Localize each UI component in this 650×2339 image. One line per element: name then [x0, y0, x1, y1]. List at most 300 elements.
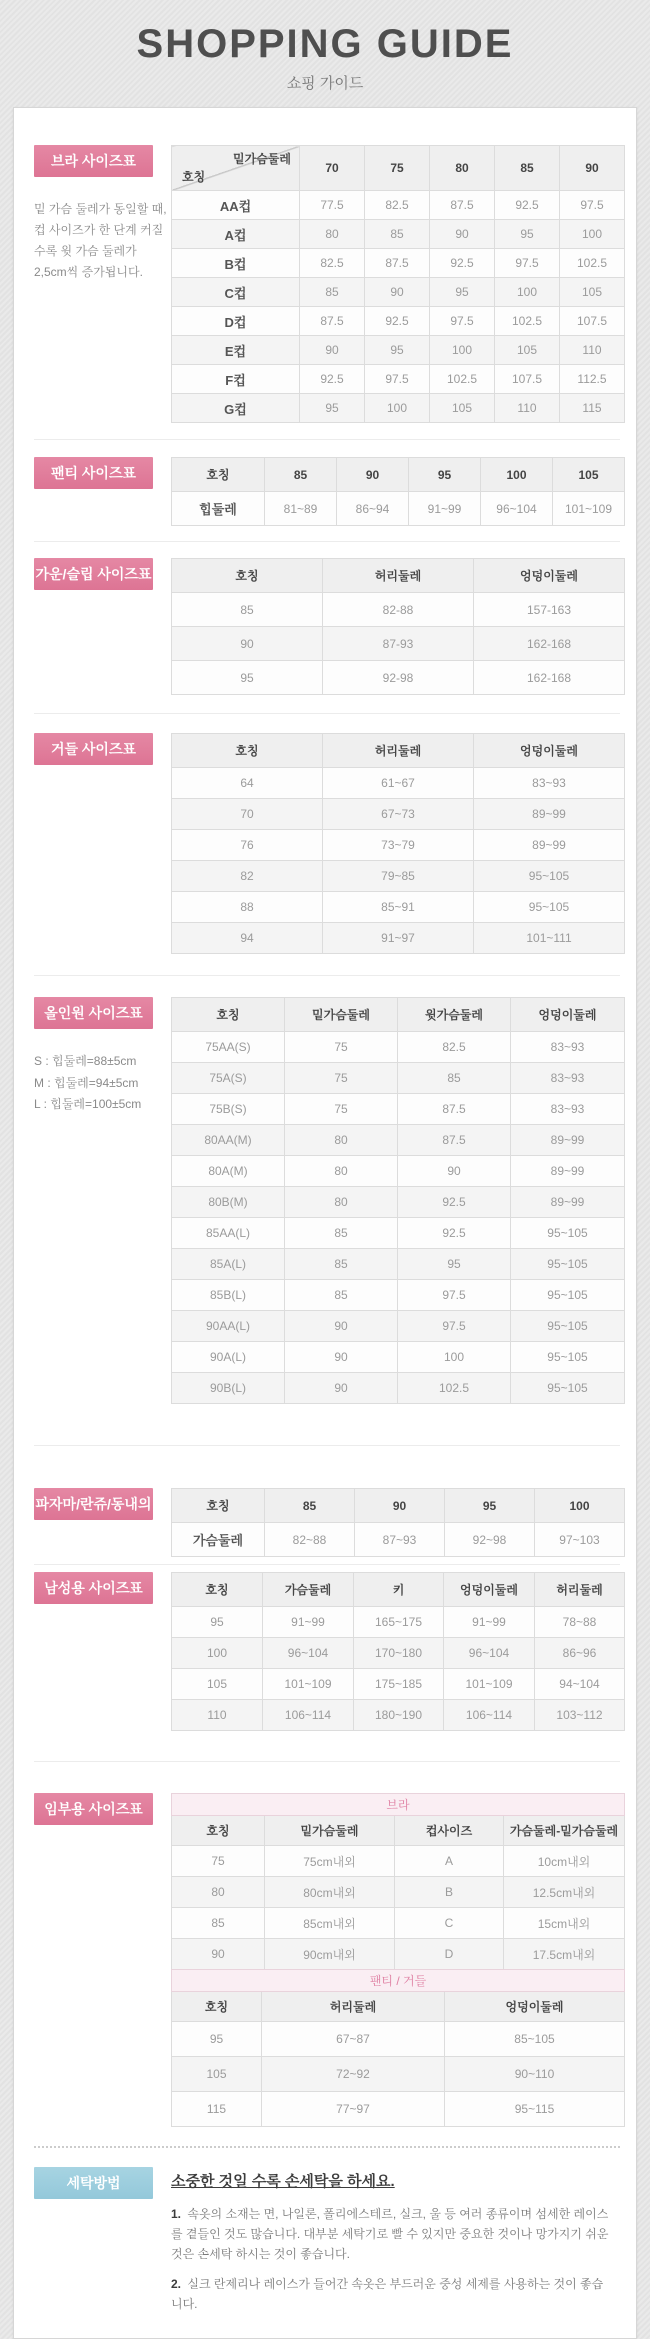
column-header: 엉덩이둘레: [444, 1573, 535, 1607]
table-header-row: [172, 1992, 625, 2022]
cell-value: 83~93: [511, 1063, 625, 1094]
table-body: [172, 492, 625, 526]
cell-value: 10cm내외: [504, 1846, 625, 1877]
cell-value: 95~105: [511, 1373, 625, 1404]
table-body: [172, 191, 625, 423]
row-label: D컵: [172, 307, 300, 336]
table-row: [172, 191, 625, 220]
table-row: [172, 1939, 625, 1970]
section-left-column: [34, 145, 171, 283]
cell-value: 85: [172, 593, 323, 627]
row-label: F컵: [172, 365, 300, 394]
section-content: [171, 1488, 624, 1557]
cell-value: 91~99: [263, 1607, 354, 1638]
table-head: [172, 734, 625, 768]
cell-value: 95~105: [511, 1218, 625, 1249]
cell-value: 95: [172, 661, 323, 695]
cell-value: 80: [172, 1877, 265, 1908]
cell-value: 97.5: [560, 191, 625, 220]
cell-value: 89~99: [511, 1125, 625, 1156]
column-header: 엉덩이둘레: [511, 998, 625, 1032]
cell-value: 80A(M): [172, 1156, 285, 1187]
cell-value: 85: [172, 1908, 265, 1939]
cell-value: 91~97: [323, 923, 474, 954]
cell-value: 90A(L): [172, 1342, 285, 1373]
column-header: 엉덩이둘레: [445, 1992, 625, 2022]
table-row: [172, 1373, 625, 1404]
diagonal-header-top-label: 밑가슴둘레: [233, 152, 291, 166]
cell-value: 105: [172, 2057, 262, 2092]
section-left-column: [34, 457, 171, 489]
cell-value: 101~109: [263, 1669, 354, 1700]
cell-value: 75AA(S): [172, 1032, 285, 1063]
table-body: [172, 1846, 625, 1970]
cell-value: 96~104: [263, 1638, 354, 1669]
cell-value: 85B(L): [172, 1280, 285, 1311]
table-row: [172, 1908, 625, 1939]
cell-value: 95~105: [511, 1249, 625, 1280]
cell-value: 95~105: [511, 1342, 625, 1373]
cell-value: 82~88: [265, 1523, 355, 1557]
row-label: G컵: [172, 394, 300, 423]
cell-value: 92.5: [430, 249, 495, 278]
section-left-column: [34, 1793, 171, 1825]
gown-table: [171, 558, 625, 695]
section-left-column: [34, 1572, 171, 1604]
cell-value: 80B(M): [172, 1187, 285, 1218]
table-row: [172, 307, 625, 336]
table-row: [172, 1218, 625, 1249]
pajama-badge: 파자마/란쥬/동내의: [34, 1488, 153, 1520]
cell-value: 95: [398, 1249, 511, 1280]
cell-value: 102.5: [495, 307, 560, 336]
cell-value: 85: [285, 1280, 398, 1311]
column-header: 호칭: [172, 734, 323, 768]
cell-value: 115: [172, 2092, 262, 2127]
cell-value: 87.5: [430, 191, 495, 220]
section-left-column: [34, 558, 171, 590]
column-header: 호칭: [172, 1489, 265, 1523]
table-row: [172, 1669, 625, 1700]
cell-value: 97.5: [365, 365, 430, 394]
table-row: [172, 249, 625, 278]
cell-value: 106~114: [444, 1700, 535, 1731]
cell-value: 90: [285, 1342, 398, 1373]
cell-value: 85: [365, 220, 430, 249]
cell-value: 95~115: [445, 2092, 625, 2127]
cell-value: 97~103: [535, 1523, 625, 1557]
cell-value: 85: [285, 1218, 398, 1249]
cell-value: 83~93: [511, 1032, 625, 1063]
column-header: 가슴둘레-밑가슴둘레: [504, 1816, 625, 1846]
cell-value: 90: [365, 278, 430, 307]
cell-value: 92.5: [495, 191, 560, 220]
cell-value: 90: [172, 627, 323, 661]
cell-value: 97.5: [398, 1280, 511, 1311]
table-head: [172, 998, 625, 1032]
cell-value: 61~67: [323, 768, 474, 799]
cell-value: 75: [285, 1063, 398, 1094]
cell-value: 100: [495, 278, 560, 307]
cell-value: 88: [172, 892, 323, 923]
table-row: [172, 1280, 625, 1311]
column-header: 105: [553, 458, 625, 492]
section-men: [34, 1564, 620, 1731]
table-header-row: [172, 458, 625, 492]
cell-value: 81~89: [265, 492, 337, 526]
cell-value: 87.5: [300, 307, 365, 336]
table-head: [172, 1489, 625, 1523]
section-content: [171, 1793, 624, 2127]
table-subheader: 팬티 / 거들: [172, 1970, 625, 1992]
wash-item-number: 2.: [171, 2277, 182, 2292]
table-row: [172, 661, 625, 695]
table-header-row: [172, 998, 625, 1032]
cell-value: 89~99: [511, 1156, 625, 1187]
cell-value: 95: [300, 394, 365, 423]
gown-badge: 가운/슬립 사이즈표: [34, 558, 153, 590]
section-panty: [34, 439, 620, 526]
cell-value: 85A(L): [172, 1249, 285, 1280]
cell-value: 87.5: [398, 1094, 511, 1125]
table-row: [172, 1249, 625, 1280]
cell-value: 97.5: [398, 1311, 511, 1342]
row-label: B컵: [172, 249, 300, 278]
cell-value: 80: [285, 1187, 398, 1218]
cell-value: 85AA(L): [172, 1218, 285, 1249]
page-title: SHOPPING GUIDE: [136, 22, 514, 66]
column-header: 80: [430, 146, 495, 191]
cell-value: 76: [172, 830, 323, 861]
section-bra: [34, 145, 620, 423]
table-row: [172, 278, 625, 307]
section-left-column: [34, 1488, 171, 1520]
cell-value: 83~93: [474, 768, 625, 799]
wash-badge: 세탁방법: [34, 2167, 153, 2199]
cell-value: 91~99: [444, 1607, 535, 1638]
cell-value: 90: [285, 1311, 398, 1342]
cell-value: 102.5: [430, 365, 495, 394]
table-row: [172, 1063, 625, 1094]
table-head: [172, 1794, 625, 1846]
table-subheader-row: [172, 1794, 625, 1816]
diagonal-header-bottom-label: 호칭: [182, 170, 206, 184]
maternity-badge: 임부용 사이즈표: [34, 1793, 153, 1825]
column-header: 85: [265, 458, 337, 492]
table-row: [172, 336, 625, 365]
column-header: 허리둘레: [535, 1573, 625, 1607]
cell-value: 79~85: [323, 861, 474, 892]
cell-value: 110: [172, 1700, 263, 1731]
cell-value: 80: [300, 220, 365, 249]
table-row: [172, 1700, 625, 1731]
cell-value: 95: [495, 220, 560, 249]
table-row: [172, 861, 625, 892]
table-row: [172, 1877, 625, 1908]
column-header: 허리둘레: [262, 1992, 445, 2022]
section-girdle: [34, 713, 620, 954]
cell-value: 67~87: [262, 2022, 445, 2057]
section-notes: [34, 1051, 169, 1116]
cell-value: 96~104: [481, 492, 553, 526]
cell-value: B: [395, 1877, 504, 1908]
girdle-badge: 거들 사이즈표: [34, 733, 153, 765]
section-left-column: [34, 733, 171, 765]
wash-instruction-item: 2. 실크 란제리나 레이스가 들어간 속옷은 부드러운 중성 세제를 사용하는 것이 좋습니다.: [171, 2277, 604, 2312]
table-row: [172, 365, 625, 394]
table-row: [172, 627, 625, 661]
table-row: [172, 1094, 625, 1125]
cell-value: 75cm내외: [265, 1846, 395, 1877]
cell-value: 103~112: [535, 1700, 625, 1731]
cell-value: 162-168: [474, 627, 625, 661]
cell-value: 75A(S): [172, 1063, 285, 1094]
table-row: [172, 2092, 625, 2127]
cell-value: 85~91: [323, 892, 474, 923]
section-content: [171, 997, 624, 1404]
cell-value: 101~109: [553, 492, 625, 526]
table-row: [172, 830, 625, 861]
cell-value: 64: [172, 768, 323, 799]
section-left-column: [34, 2167, 171, 2199]
cell-value: 77.5: [300, 191, 365, 220]
table-row: [172, 1032, 625, 1063]
column-header: 호칭: [172, 1992, 262, 2022]
column-header: 컵사이즈: [395, 1816, 504, 1846]
cell-value: 97.5: [430, 307, 495, 336]
table-row: [172, 1342, 625, 1373]
cell-value: 80AA(M): [172, 1125, 285, 1156]
column-header: 85: [495, 146, 560, 191]
maternity-table: [171, 1793, 625, 1970]
column-header: 밑가슴둘레: [285, 998, 398, 1032]
section-content: [171, 1572, 624, 1731]
maternity-table: [171, 1969, 625, 2127]
column-header: 밑가슴둘레: [265, 1816, 395, 1846]
cell-value: 85cm내외: [265, 1908, 395, 1939]
cell-value: 67~73: [323, 799, 474, 830]
cell-value: 15cm내외: [504, 1908, 625, 1939]
cell-value: 94: [172, 923, 323, 954]
cell-value: A: [395, 1846, 504, 1877]
section-left-column: [34, 997, 171, 1116]
cell-value: 82.5: [300, 249, 365, 278]
wash-instruction-item: 1. 속옷의 소재는 면, 나일론, 폴리에스테르, 실크, 울 등 여러 종류이며 섬세한 레이스를 곁들인 것도 많습니다. 대부분 세탁기로 빨 수 있지만 중요한 것이나 망가지기 쉬운 것은 손세탁 하시는 것이 좋습니다.: [171, 2207, 609, 2261]
section-gown: [34, 541, 620, 695]
cell-value: 91~99: [409, 492, 481, 526]
table-head: [172, 559, 625, 593]
column-header: 엉덩이둘레: [474, 734, 625, 768]
cell-value: 89~99: [511, 1187, 625, 1218]
table-header-row: [172, 559, 625, 593]
cell-value: 100: [430, 336, 495, 365]
cell-value: 96~104: [444, 1638, 535, 1669]
cell-value: 90~110: [445, 2057, 625, 2092]
column-header: 95: [445, 1489, 535, 1523]
allinone-badge: 올인원 사이즈표: [34, 997, 153, 1029]
column-header: 95: [409, 458, 481, 492]
men-badge: 남성용 사이즈표: [34, 1572, 153, 1604]
cell-value: 75: [285, 1094, 398, 1125]
cell-value: 72~92: [262, 2057, 445, 2092]
allinone-table: [171, 997, 625, 1404]
cell-value: 87.5: [398, 1125, 511, 1156]
cell-value: 17.5cm내외: [504, 1939, 625, 1970]
cell-value: 101~109: [444, 1669, 535, 1700]
table-row: [172, 1607, 625, 1638]
table-head: [172, 1573, 625, 1607]
cell-value: 102.5: [398, 1373, 511, 1404]
cell-value: 85: [285, 1249, 398, 1280]
cell-value: 95~105: [474, 861, 625, 892]
table-head: [172, 146, 625, 191]
cell-value: 100: [365, 394, 430, 423]
table-body: [172, 768, 625, 954]
column-header: 윗가슴둘레: [398, 998, 511, 1032]
cell-value: 80: [285, 1156, 398, 1187]
table-body: [172, 593, 625, 695]
column-header: 가슴둘레: [263, 1573, 354, 1607]
cell-value: 83~93: [511, 1094, 625, 1125]
section-content: [171, 457, 624, 526]
cell-value: 112.5: [560, 365, 625, 394]
row-label: AA컵: [172, 191, 300, 220]
table-row: [172, 220, 625, 249]
cell-value: 92.5: [398, 1187, 511, 1218]
cell-value: 90B(L): [172, 1373, 285, 1404]
cell-value: 92.5: [365, 307, 430, 336]
cell-value: 82-88: [323, 593, 474, 627]
column-header: 엉덩이둘레: [474, 559, 625, 593]
table-row: [172, 1846, 625, 1877]
table-body: [172, 1032, 625, 1404]
cell-value: 97.5: [495, 249, 560, 278]
table-row: [172, 2022, 625, 2057]
table-row: [172, 768, 625, 799]
cell-value: 95: [430, 278, 495, 307]
cell-value: 80: [285, 1125, 398, 1156]
cell-value: 87~93: [355, 1523, 445, 1557]
cell-value: 95: [365, 336, 430, 365]
cell-value: 86~94: [337, 492, 409, 526]
cell-value: 12.5cm내외: [504, 1877, 625, 1908]
column-header: 호칭: [172, 998, 285, 1032]
cell-value: 110: [495, 394, 560, 423]
cell-value: 90: [398, 1156, 511, 1187]
table-header-row: [172, 1573, 625, 1607]
column-header: 키: [354, 1573, 444, 1607]
cell-value: 95~105: [511, 1311, 625, 1342]
men-table: [171, 1572, 625, 1731]
column-header: 호칭: [172, 458, 265, 492]
cell-value: 105: [495, 336, 560, 365]
cell-value: 75: [285, 1032, 398, 1063]
wash-item-number: 1.: [171, 2207, 182, 2221]
table-row: [172, 1311, 625, 1342]
cell-value: 110: [560, 336, 625, 365]
table-head: [172, 458, 625, 492]
cell-value: 78~88: [535, 1607, 625, 1638]
section-pajama: [34, 1445, 620, 1557]
table-row: [172, 1523, 625, 1557]
table-subheader-row: [172, 1970, 625, 1992]
cell-value: 82.5: [398, 1032, 511, 1063]
cell-value: 170~180: [354, 1638, 444, 1669]
cell-value: 90: [430, 220, 495, 249]
cell-value: 80cm내외: [265, 1877, 395, 1908]
section-note-line: M : 힙둘레=94±5cm: [34, 1075, 139, 1090]
page-header: [0, 0, 650, 93]
cell-value: 102.5: [560, 249, 625, 278]
column-header: 85: [265, 1489, 355, 1523]
column-header: 허리둘레: [323, 559, 474, 593]
cell-value: 90cm내외: [265, 1939, 395, 1970]
cell-value: 90: [285, 1373, 398, 1404]
girdle-table: [171, 733, 625, 954]
cell-value: 101~111: [474, 923, 625, 954]
table-row: [172, 1125, 625, 1156]
row-label: 가슴둘레: [172, 1523, 265, 1557]
bra-badge: 브라 사이즈표: [34, 145, 153, 177]
column-header: 90: [337, 458, 409, 492]
cell-value: 89~99: [474, 799, 625, 830]
column-header: 100: [481, 458, 553, 492]
cell-value: 100: [560, 220, 625, 249]
cell-value: 107.5: [495, 365, 560, 394]
cell-value: 90: [172, 1939, 265, 1970]
panty-table: [171, 457, 625, 526]
section-note-line: S : 힙둘레=88±5cm: [34, 1054, 137, 1068]
panty-badge: 팬티 사이즈표: [34, 457, 153, 489]
cell-value: 95: [172, 2022, 262, 2057]
cell-value: 89~99: [474, 830, 625, 861]
table-head: [172, 1970, 625, 2022]
table-row: [172, 394, 625, 423]
cell-value: 105: [430, 394, 495, 423]
cell-value: 95: [172, 1607, 263, 1638]
cell-value: 115: [560, 394, 625, 423]
table-subheader: 브라: [172, 1794, 625, 1816]
wash-heading: 소중한 것일 수록 손세탁을 하세요.: [171, 2173, 395, 2190]
table-row: [172, 1638, 625, 1669]
cell-value: 100: [172, 1638, 263, 1669]
table-row: [172, 492, 625, 526]
cell-value: 92~98: [445, 1523, 535, 1557]
row-label: E컵: [172, 336, 300, 365]
cell-value: 90: [300, 336, 365, 365]
section-allinone: [34, 975, 620, 1404]
table-header-row: [172, 146, 625, 191]
table-row: [172, 593, 625, 627]
column-header: 90: [560, 146, 625, 191]
row-label: A컵: [172, 220, 300, 249]
section-wash: [34, 2146, 620, 2326]
section-maternity: [34, 1761, 620, 2127]
cell-value: 73~79: [323, 830, 474, 861]
cell-value: 92.5: [398, 1218, 511, 1249]
section-content: [171, 558, 624, 695]
cell-value: 105: [172, 1669, 263, 1700]
cell-value: 92.5: [300, 365, 365, 394]
cell-value: 70: [172, 799, 323, 830]
column-header: 허리둘레: [323, 734, 474, 768]
cell-value: 175~185: [354, 1669, 444, 1700]
column-header: 100: [535, 1489, 625, 1523]
cell-value: 75B(S): [172, 1094, 285, 1125]
cell-value: 107.5: [560, 307, 625, 336]
cell-value: 165~175: [354, 1607, 444, 1638]
page-subtitle: 쇼핑 가이드: [286, 75, 364, 92]
